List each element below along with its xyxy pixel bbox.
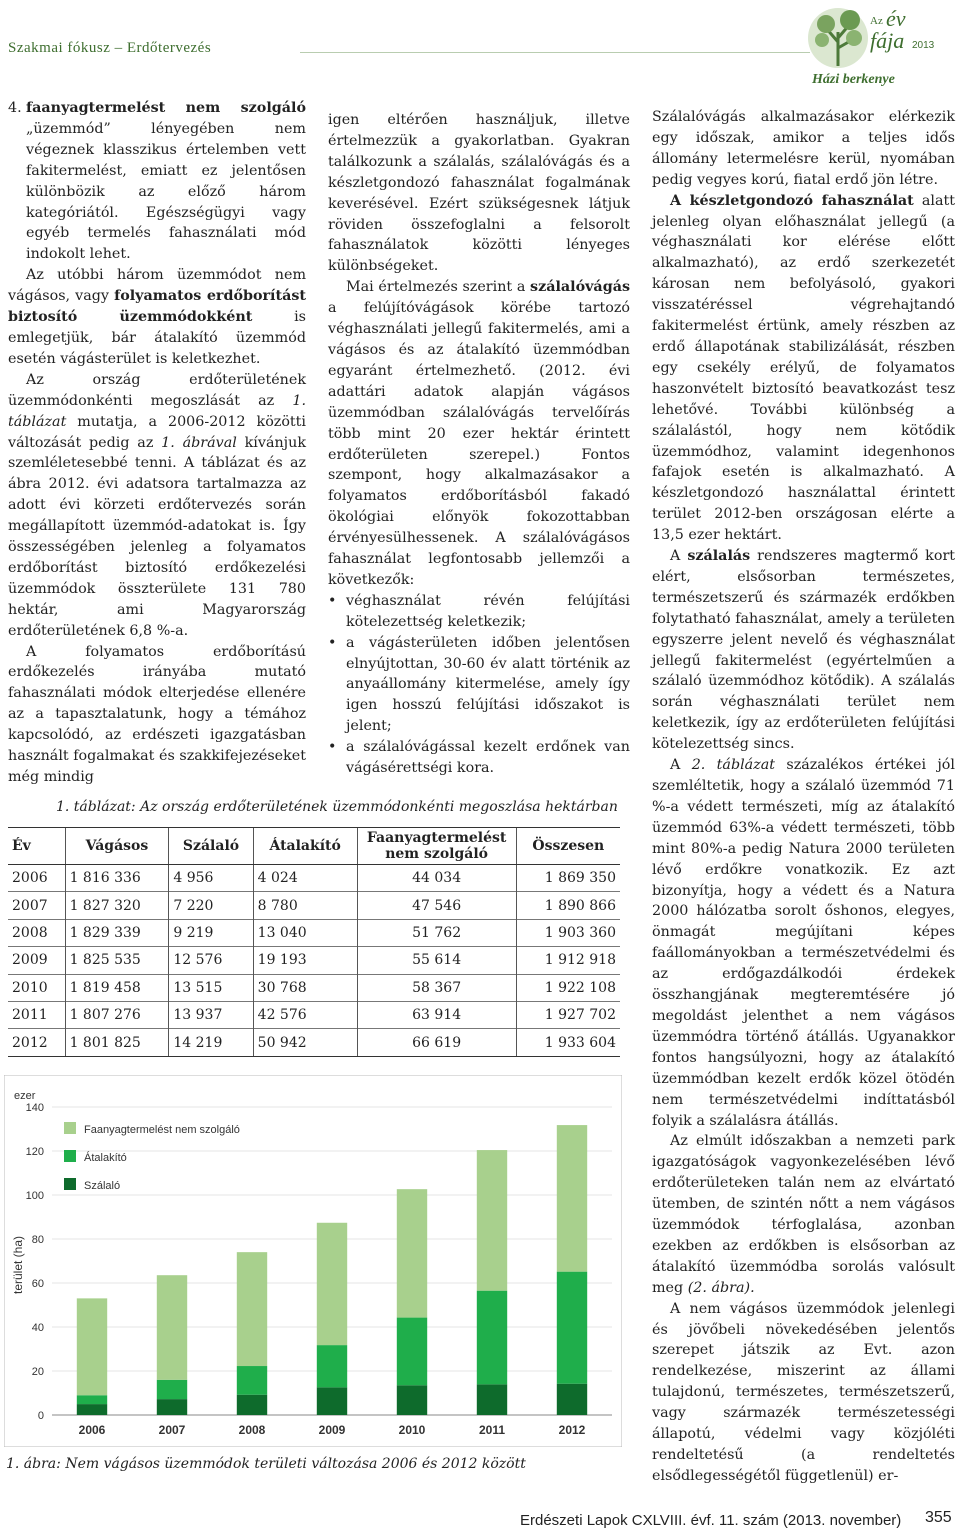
column-header: Faanyagtermelést nem szolgáló: [357, 828, 516, 865]
year-cell: 2009: [8, 947, 65, 974]
column-header: Szálaló: [169, 828, 253, 865]
x-tick-label: 2008: [238, 1423, 266, 1437]
y-tick-label: 20: [31, 1366, 44, 1378]
value-cell: 44 034: [357, 865, 516, 892]
value-cell: 1 816 336: [65, 865, 169, 892]
bar-segment: [157, 1275, 187, 1380]
paragraph: igen eltérően használjuk, illetve értelmezzük a gyakorlatban. Gyakran találkozunk a szálalás, szálalóvágás és a készletgondozó fahasználat fogalmának keverésével. Ezért szükségesnek látjuk röviden összefoglalni a felsorolt fahasználatok közötti lényeges különbségeket.: [328, 112, 630, 275]
paragraph: A folyamatos erdőborítású erdőkezelés irányába mutató fahasználati módok elterjedése ellenére az a tapasztalatunk, hogy a témához kapcsolódó, az erdészeti igazgatásban használt fogalmakat és szakkifejezéseket még mindig: [8, 643, 306, 785]
paragraph: Az elmúlt időszakban a nemzeti park igazgatóságok vagyonkezelésében lévő erdőterületeken talán nem az elvártató ütemben, de szintén nőtt a nem vágásos üzemmódok térfoglalása, azonban ezekben az erdőkben is elsősorban az átalakító üzemmódba sorolás valósult meg (2. ábra).: [652, 1133, 955, 1296]
value-cell: 4 956: [169, 865, 253, 892]
year-cell: 2006: [8, 865, 65, 892]
table-row: [8, 919, 620, 946]
x-tick-label: 2007: [158, 1423, 186, 1437]
x-tick-label: 2006: [78, 1423, 106, 1437]
value-cell: 1 869 350: [516, 865, 620, 892]
table-row: [8, 974, 620, 1001]
paragraph: A szálalás rendszeres magtermő kort elért, elsősorban természetes, természetszerű és származék erdőkben folytatható fahasználat, amely a területen egyszerre jelent nevelő és véghasználat jellegű fakitermelést (egyértelműen a szálaló üzemmódhoz kötődik). A szálalás során véghasználati terület nem keletkezik, így az erdőterületen felújítási kötelezettség sincs.: [652, 548, 956, 753]
value-cell: 58 367: [357, 974, 516, 1001]
year-cell: 2010: [8, 974, 65, 1001]
value-cell: 1 825 535: [65, 947, 169, 974]
bar-segment: [77, 1404, 107, 1415]
bar-segment: [237, 1395, 267, 1415]
bullet-list: [328, 591, 630, 779]
column-3: [652, 107, 955, 1487]
value-cell: 9 219: [169, 919, 253, 946]
bar-segment: [477, 1150, 507, 1291]
value-cell: 1 807 276: [65, 1001, 169, 1028]
stacked-bar-chart: [4, 1075, 622, 1447]
bar-segment: [557, 1272, 587, 1384]
list-item: • a szálalóvágással kezelt erdőnek van vágásérettségi kora.: [346, 737, 630, 779]
y-tick-label: 120: [25, 1146, 44, 1158]
legend-swatch: [64, 1178, 76, 1190]
table-row: [8, 892, 620, 919]
bar-segment: [317, 1387, 347, 1415]
value-cell: 50 942: [253, 1029, 357, 1056]
value-cell: 13 040: [253, 919, 357, 946]
y-tick-label: 80: [31, 1234, 44, 1246]
value-cell: 4 024: [253, 865, 357, 892]
value-cell: 1 903 360: [516, 919, 620, 946]
paragraph: A 2. táblázat százalékos értékei jól szemléltetik, hogy a szálaló üzemmód 71 %-a védett természeti, míg az átalakító üzemmód 63%-a védett természeti, több mint 80%-a pedig Natura 2000 területen lévő erdőkre vonatkozik. Ez azt bizonyítja, hogy a védett és a Natura 2000 hálózatba sorolt őshonos, elegyes, önmagát megújítani képes faállományokban a természetvédelmi és az erdőgazdálkodói érdekek összhangjának megteremtésére jó megoldást jelenthet a nem vágásos üzemmódra történő átállás. Ugyanakkor fontos hangsúlyozni, hogy az átalakító üzemmódban kezelt erdők közel ötödén nem természetvédelmi indíttatásból folyik a szálalásra átállás.: [652, 757, 955, 1129]
legend-swatch: [64, 1122, 76, 1134]
column-header: Átalakító: [253, 828, 357, 865]
paragraph: 4. faanyagtermelést nem szolgáló „üzemmód” lényegében nem végeznek klasszikus értelemben vett fakitermelést, emiatt ez jelentősen különbözik az előző három kategóriától. Egészségügyi vagy egyéb termelés fahasználati mód indokolt lehet.: [8, 100, 306, 263]
value-cell: 42 576: [253, 1001, 357, 1028]
unit-label: ezer: [14, 1090, 36, 1102]
logo-az: Az: [870, 15, 883, 27]
y-tick-label: 100: [25, 1190, 44, 1202]
value-cell: 8 780: [253, 892, 357, 919]
bar-segment: [237, 1366, 267, 1395]
x-tick-label: 2012: [558, 1423, 586, 1437]
logo-faja: fája: [870, 28, 905, 53]
y-tick-label: 60: [31, 1278, 44, 1290]
data-table: [8, 827, 620, 1057]
column-header: Év: [8, 828, 65, 865]
value-cell: 47 546: [357, 892, 516, 919]
value-cell: 66 619: [357, 1029, 516, 1056]
bar-segment: [77, 1395, 107, 1404]
value-cell: 12 576: [169, 947, 253, 974]
column-1: [8, 98, 306, 788]
list-item: • véghasználat révén felújítási kötelezettség keletkezik;: [346, 591, 630, 633]
paragraph: A nem vágásos üzemmódok jelenlegi és jövőbeli növekedésében jelentős szerepet játszik az Evt. azon rendelkezése, miszerint az állami tulajdonú, természetes, természetszerű, vagy származék természetességi állapotú, védelmi vagy közjóléti rendeltetésű (a rendeltetés elsődlegességétől függetlenül) er-: [652, 1300, 955, 1484]
table-row: [8, 865, 620, 892]
list-item: • a vágásterületen időben jelentősen elnyújtottan, 30-60 év alatt történik az anyaállomány kitermelése, amely így igen hosszú felújítási időszakot is jelent;: [346, 633, 630, 738]
bar-segment: [77, 1298, 107, 1395]
year-cell: 2008: [8, 919, 65, 946]
bar-segment: [317, 1345, 347, 1387]
bar-segment: [397, 1189, 427, 1317]
bar-segment: [317, 1223, 347, 1345]
y-tick-label: 0: [37, 1410, 44, 1422]
column-header: Összesen: [516, 828, 620, 865]
table-row: [8, 947, 620, 974]
paragraph: Az ország erdőterületének üzemmódonkénti megoszlását az 1. táblázat mutatja, a 2006-2012 közötti változását pedig az 1. ábrával kívánjuk szemléletesebbé tenni. A táblázat és az ábra 2012. évi adatsora tartalmazza az adott évi körzeti erdőtervezés során megállapított üzemmód-adatokat is. Így összességében jelenleg a folyamatos erdőborítást biztosító erdőkezelési üzemmódok összterülete 131 780 hektár, ami Magyarország erdőterületének 6,8 %-a.: [8, 371, 306, 639]
bar-segment: [477, 1291, 507, 1385]
y-axis-label: terület (ha): [11, 1235, 25, 1295]
bar-segment: [157, 1380, 187, 1399]
legend-swatch: [64, 1150, 76, 1162]
table-row: [8, 1001, 620, 1028]
bar-segment: [477, 1384, 507, 1415]
x-tick-label: 2009: [318, 1423, 346, 1437]
legend-entry: Faanyagtermelést nem szolgáló: [84, 1124, 240, 1136]
bar-segment: [237, 1252, 267, 1366]
value-cell: 7 220: [169, 892, 253, 919]
year-cell: 2012: [8, 1029, 65, 1056]
value-cell: 1 912 918: [516, 947, 620, 974]
legend-entry: Szálaló: [84, 1180, 121, 1192]
journal-footer: Erdészeti Lapok CXLVIII. évf. 11. szám (2013. november): [520, 1512, 902, 1529]
value-cell: 14 219: [169, 1029, 253, 1056]
table-header-row: [8, 828, 620, 865]
x-tick-label: 2011: [478, 1423, 506, 1437]
bar-segment: [397, 1385, 427, 1415]
value-cell: 55 614: [357, 947, 516, 974]
table-row: [8, 1029, 620, 1056]
paragraph: Az utóbbi három üzemmódot nem vágásos, vagy folyamatos erdőborítást biztosító üzemmódokként is emlegetjük, bár átalakító üzemmód esetén vágásterület is keletkezhet.: [8, 267, 306, 367]
header-rule: [300, 52, 810, 53]
value-cell: 30 768: [253, 974, 357, 1001]
value-cell: 13 937: [169, 1001, 253, 1028]
value-cell: 1 933 604: [516, 1029, 620, 1056]
paragraph: Mai értelmezés szerint a szálalóvágás a felújítóvágások körébe tartozó véghasználati jellegű fakitermelés, ami a vágásos és az átalakító üzemmódban egyaránt értelmezhető. (2012. évi adattári adatok alapján vágásos üzemmódban szálalóvágás tervelőírás több mint 20 ezer hektár érintett erdőterületen szerepel.) Fontos szempont, hogy alkalmazásakor a folyamatos erdőborításból fakadó ökológiai előnyök fokozottabban érvényesülhessenek. A szálalóvágásos fahasználat legfontosabb jellemzői a következők:: [328, 279, 631, 588]
y-tick-label: 140: [25, 1102, 44, 1114]
value-cell: 63 914: [357, 1001, 516, 1028]
value-cell: 1 927 702: [516, 1001, 620, 1028]
value-cell: 19 193: [253, 947, 357, 974]
column-header: Vágásos: [65, 828, 169, 865]
logo-subtitle: Házi berkenye: [812, 72, 895, 87]
y-tick-label: 40: [31, 1322, 44, 1334]
bar-segment: [397, 1318, 427, 1386]
value-cell: 1 827 320: [65, 892, 169, 919]
column-2: [328, 110, 630, 779]
section-title: Szakmai fókusz – Erdőtervezés: [8, 40, 212, 56]
figure-caption: 1. ábra: Nem vágásos üzemmódok területi változása 2006 és 2012 között: [6, 1456, 526, 1472]
logo-ev: év: [886, 6, 906, 31]
paragraph: Szálalóvágás alkalmazásakor elérkezik egy időszak, amikor a teljes idős állomány letermelésre kerül, nyomában pedig vegyes korú, fiatal erdő jön létre.: [652, 109, 955, 188]
value-cell: 1 801 825: [65, 1029, 169, 1056]
bar-segment: [557, 1384, 587, 1415]
legend-entry: Átalakító: [84, 1152, 127, 1164]
logo-year: 2013: [912, 40, 935, 51]
value-cell: 1 890 866: [516, 892, 620, 919]
page-number: 355: [925, 1509, 952, 1526]
value-cell: 13 515: [169, 974, 253, 1001]
year-cell: 2007: [8, 892, 65, 919]
value-cell: 1 819 458: [65, 974, 169, 1001]
value-cell: 1 829 339: [65, 919, 169, 946]
value-cell: 1 922 108: [516, 974, 620, 1001]
table-caption: 1. táblázat: Az ország erdőterületének üzemmódonkénti megoszlása hektárban: [56, 799, 618, 815]
x-tick-label: 2010: [398, 1423, 426, 1437]
year-cell: 2011: [8, 1001, 65, 1028]
bar-segment: [557, 1125, 587, 1272]
paragraph: A készletgondozó fahasználat alatt jelenleg olyan előhasználat jellegű (a véghasználati kor elérése előtt alkalmazható), az erdő szerkezetét károsan nem befolyásoló, gyakori visszatéréssel végrehajtandó fakitermelést értünk, amely részben az erdő állapotának stabilizálását, részben egy csekély erélyű, de folyamatos haszonvételt biztosító beavatkozást tesz lehetővé. További különbség a szálalástól, hogy nem kötődik üzemmódhoz, valamint idegenhonos fafajok esetén is alkalmazható. A készletgondozó használattal érintett terület 2012-ben országosan elérte a 13,5 ezer hektárt.: [652, 192, 955, 544]
value-cell: 51 762: [357, 919, 516, 946]
bar-segment: [157, 1399, 187, 1415]
